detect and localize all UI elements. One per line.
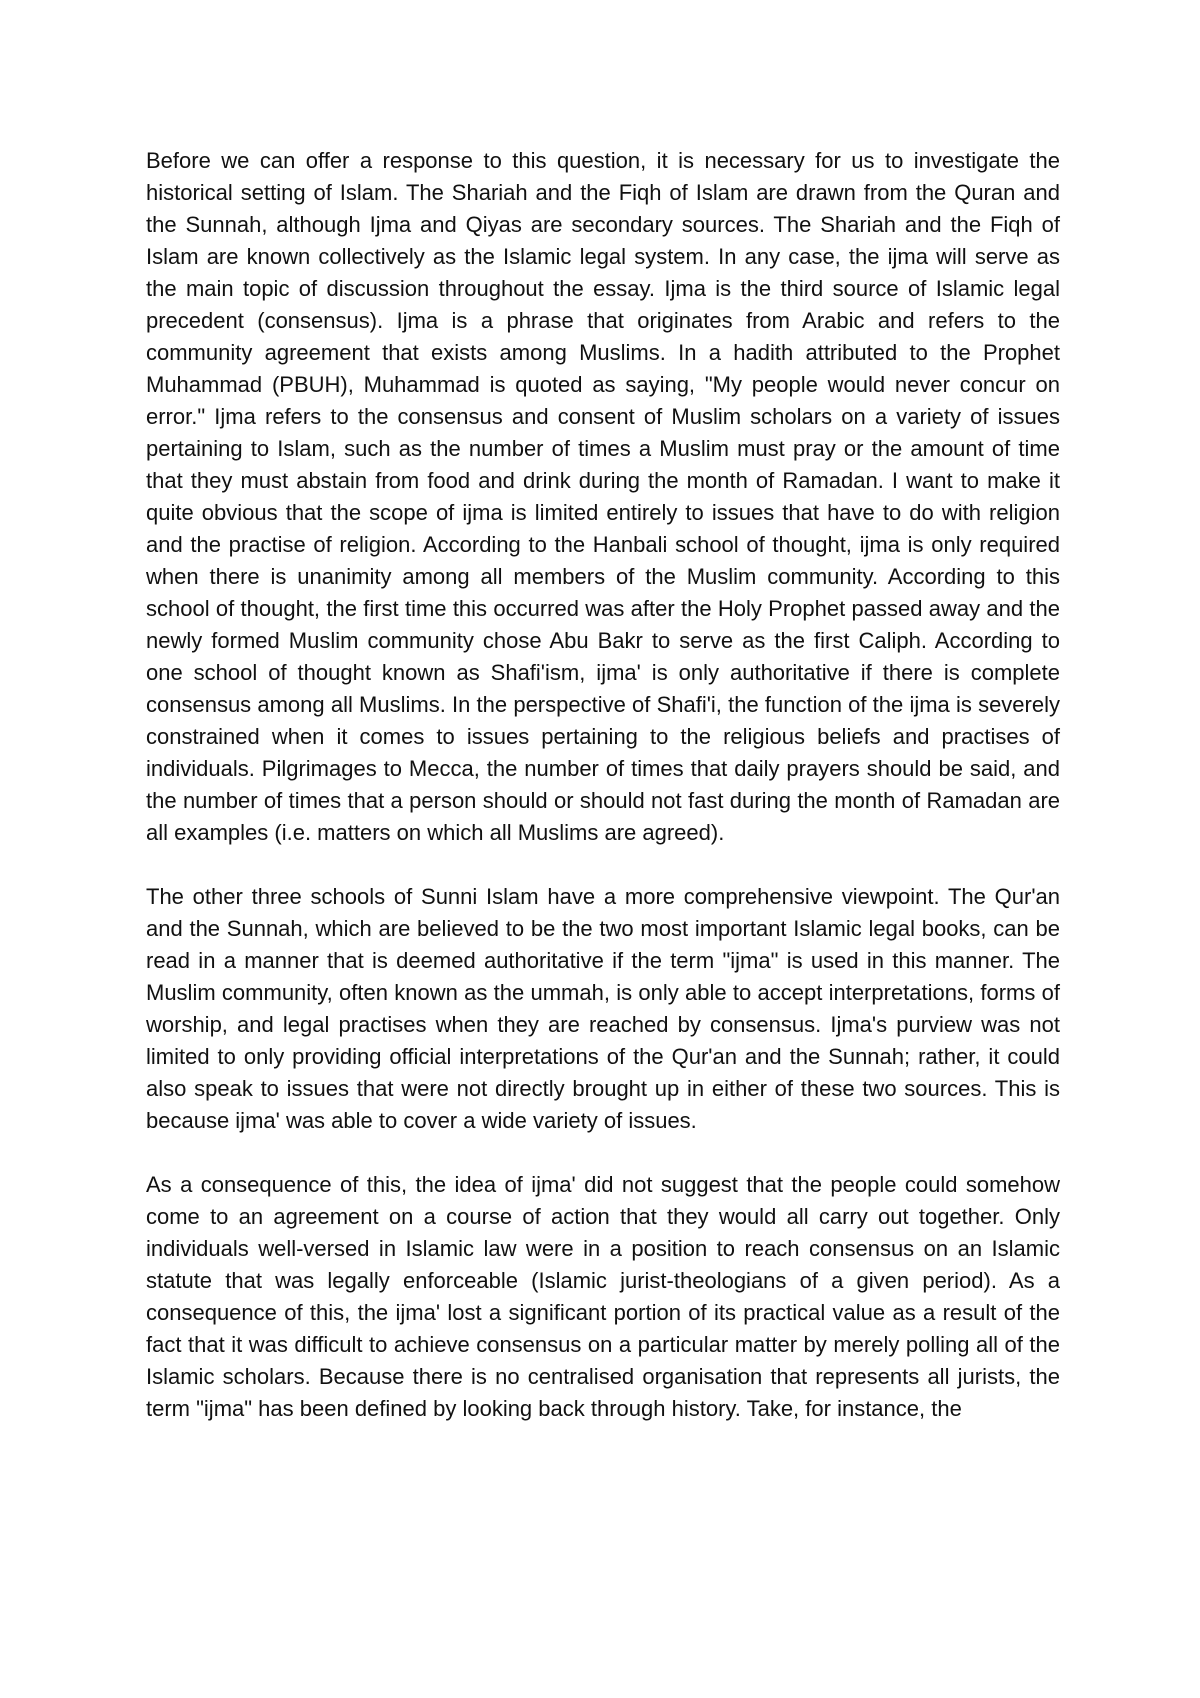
paragraph-2: The other three schools of Sunni Islam have a more comprehensive viewpoint. The Qur'an and the Sunnah, which are believed to be the two most important Islamic legal books, can be read in a manner that is deemed authoritative if the term "ijma" is used in this manner. The Muslim community, often known as the ummah, is only able to accept interpretations, forms of worship, and legal practises when they are reached by consensus. Ijma's purview was not limited to only providing official interpretations of the Qur'an and the Sunnah; rather, it could also speak to issues that were not directly brought up in either of these two sources. This is because ijma' was able to cover a wide variety of issues. bbox=[146, 884, 1060, 1133]
paragraph-1: Before we can offer a response to this question, it is necessary for us to investigate the historical setting of Islam. The Shariah and the Fiqh of Islam are drawn from the Quran and the Sunnah, although Ijma and Qiyas are secondary sources. The Shariah and the Fiqh of Islam are known collectively as the Islamic legal system. In any case, the ijma will serve as the main topic of discussion throughout the essay. Ijma is the third source of Islamic legal precedent (consensus). Ijma is a phrase that originates from Arabic and refers to the community agreement that exists among Muslims. In a hadith attributed to the Prophet Muhammad (PBUH), Muhammad is quoted as saying, "My people would never concur on error." Ijma refers to the consensus and consent of Muslim scholars on a variety of issues pertaining to Islam, such as the number of times a Muslim must pray or the amount of time that they must abstain from food and drink during the month of Ramadan. I want to make it quite obvious that the scope of ijma is limited entirely to issues that have to do with religion and the practise of religion. According to the Hanbali school of thought, ijma is only required when there is unanimity among all members of the Muslim community. According to this school of thought, the first time this occurred was after the Holy Prophet passed away and the newly formed Muslim community chose Abu Bakr to serve as the first Caliph. According to one school of thought known as Shafi'ism, ijma' is only authoritative if there is complete consensus among all Muslims. In the perspective of Shafi'i, the function of the ijma is severely constrained when it comes to issues pertaining to the religious beliefs and practises of individuals. Pilgrimages to Mecca, the number of times that daily prayers should be said, and the number of times that a person should or should not fast during the month of Ramadan are all examples (i.e. matters on which all Muslims are agreed). bbox=[146, 148, 1060, 845]
paragraph-3: As a consequence of this, the idea of ijma' did not suggest that the people could somehow come to an agreement on a course of action that they would all carry out together. Only individuals well-versed in Islamic law were in a position to reach consensus on an Islamic statute that was legally enforceable (Islamic jurist-theologians of a given period). As a consequence of this, the ijma' lost a significant portion of its practical value as a result of the fact that it was difficult to achieve consensus on a particular matter by merely polling all of the Islamic scholars. Because there is no centralised organisation that represents all jurists, the term "ijma" has been defined by looking back through history. Take, for instance, the bbox=[146, 1172, 1060, 1421]
document-body bbox=[146, 145, 1060, 1425]
